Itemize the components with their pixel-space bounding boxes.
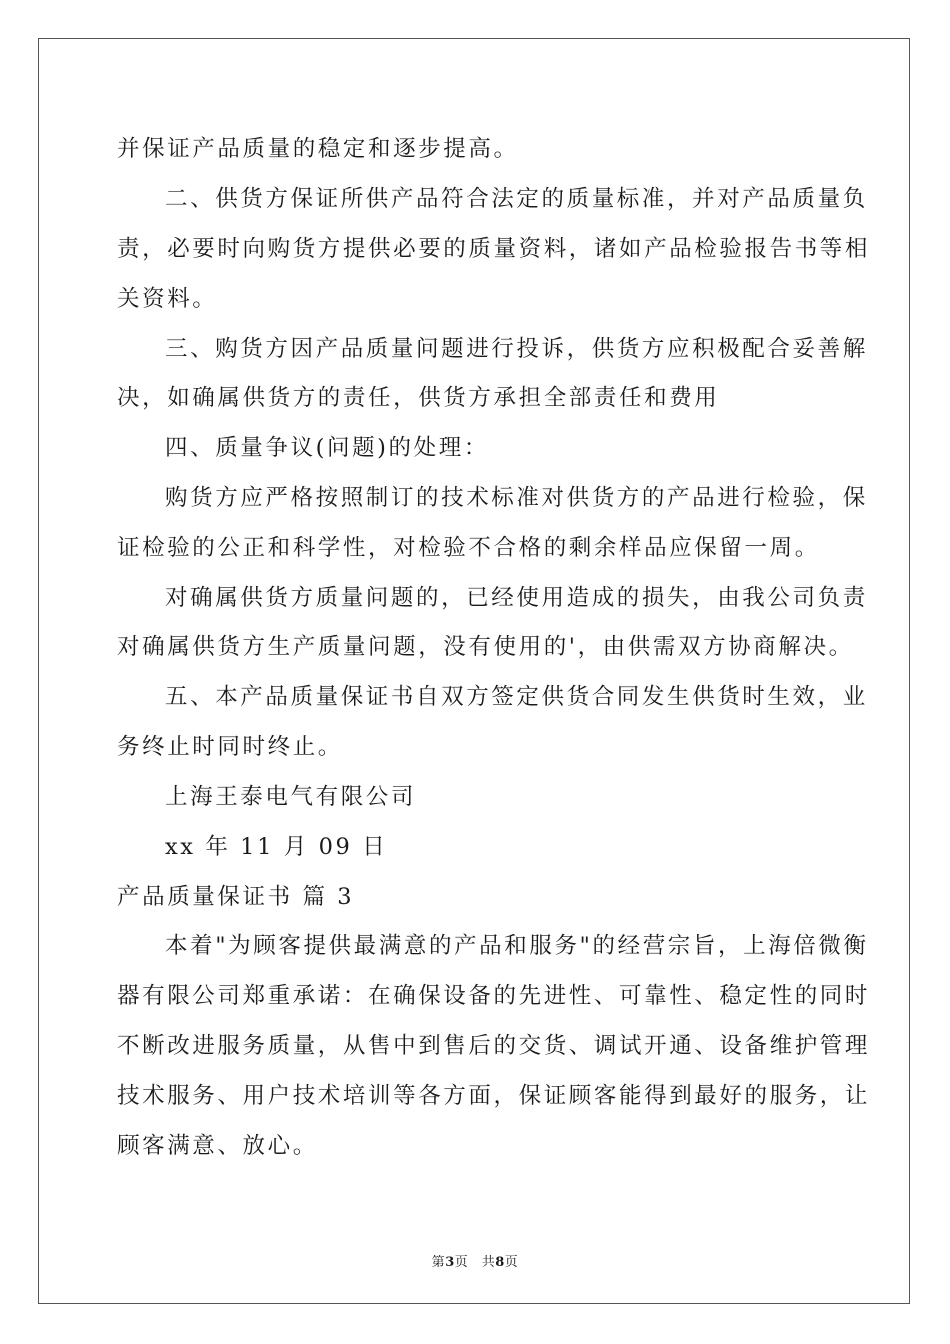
text-line: 关资料。 [117, 286, 218, 312]
text-line: 购货方应严格按照制订的技术标准对供货方的产品进行检验，保 [165, 485, 868, 511]
text-line: 责，必要时向购货方提供必要的质量资料，诸如产品检验报告书等相 [117, 236, 871, 262]
page-prefix: 第 [431, 1255, 446, 1270]
page-current: 3 [445, 1255, 455, 1270]
text-line: 顾客满意、放心。 [117, 1133, 318, 1159]
text-line: 四、质量争议(问题)的处理： [165, 435, 489, 461]
text-line: 三、购货方因产品质量问题进行投诉，供货方应积极配合妥善解 [165, 336, 868, 362]
text-line: 并保证产品质量的稳定和逐步提高。 [117, 136, 519, 162]
company-name: 上海王泰电气有限公司 [165, 784, 417, 810]
text-line: 器有限公司郑重承诺：在确保设备的先进性、可靠性、稳定性的同时 [117, 983, 871, 1009]
page-total: 8 [495, 1255, 505, 1270]
text-line: 本着"为顾客提供最满意的产品和服务"的经营宗旨，上海倍微衡 [165, 933, 869, 959]
text-line: 五、本产品质量保证书自双方签定供货合同发生供货时生效，业 [165, 684, 868, 710]
text-line: 不断改进服务质量，从售中到售后的交货、调试开通、设备维护管理 [117, 1033, 871, 1059]
page-number-footer [0, 1251, 950, 1270]
page-suffix: 页 [504, 1255, 519, 1270]
text-line: 对确属供货方质量问题的，已经使用造成的损失，由我公司负责 [165, 585, 868, 611]
page-mid: 页 共 [454, 1255, 496, 1270]
section-heading: 产品质量保证书 篇 3 [117, 884, 355, 910]
text-line: 对确属供货方生产质量问题，没有使用的'，由供需双方协商解决。 [117, 634, 854, 660]
text-line: 证检验的公正和科学性，对检验不合格的剩余样品应保留一周。 [117, 535, 820, 561]
text-line: 决，如确属供货方的责任，供货方承担全部责任和费用 [117, 385, 720, 411]
text-line: 务终止时同时终止。 [117, 734, 343, 760]
page-border [38, 38, 910, 1304]
date-line: xx 年 11 月 09 日 [165, 834, 388, 860]
text-line: 二、供货方保证所供产品符合法定的质量标准，并对产品质量负 [165, 186, 868, 212]
text-line: 技术服务、用户技术培训等各方面，保证顾客能得到最好的服务，让 [117, 1083, 871, 1109]
